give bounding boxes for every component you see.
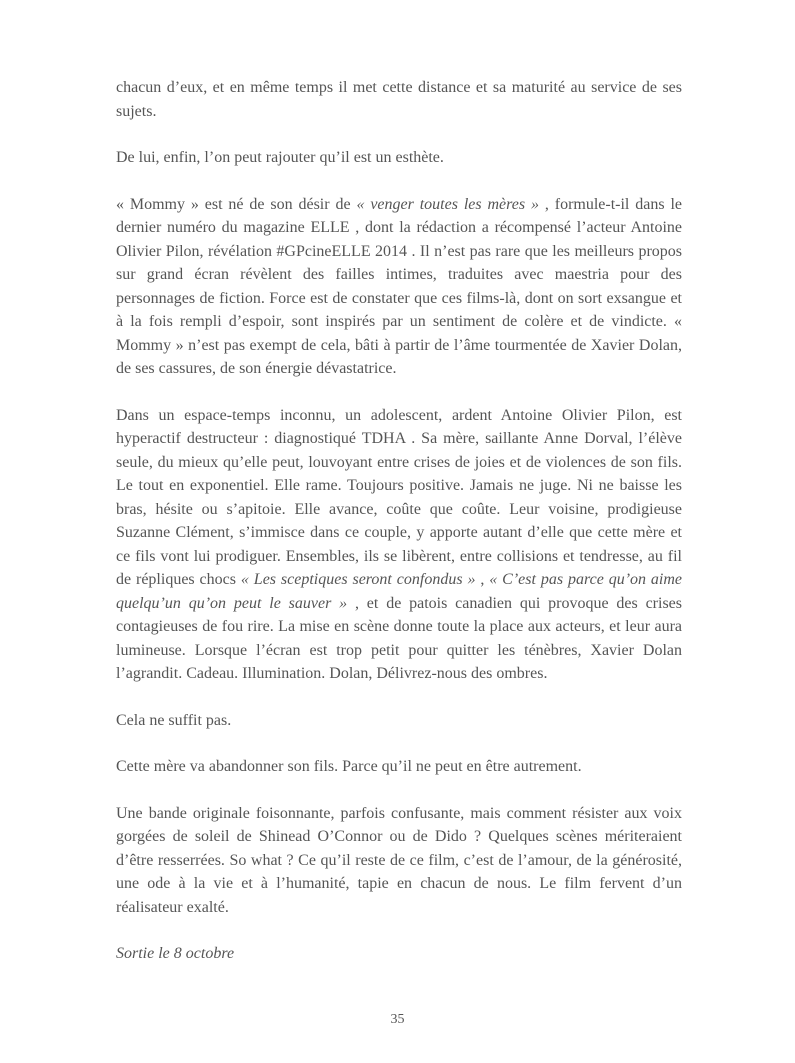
- paragraph-2: [116, 146, 682, 170]
- text-run-italic-quote: « Les sceptiques seront confondus »: [240, 571, 476, 588]
- text-run: Une bande originale foisonnante, parfois confusante, mais comment résister aux voix gorgées de soleil de Shinead O’Connor ou de Dido ? Quelques scènes mériteraient d’être resserrées. So what ? Ce qu’il reste de ce film, c’est de l’amour, de la générosité, une ode à la vie et à l’humanité, tapie en chacun de nous. Le film fervent d’un réalisateur exalté.: [116, 804, 682, 916]
- paragraph-3: [116, 193, 682, 381]
- text-run-italic-quote: « C’est pas parce qu’on aime quelqu’un qu’on peut le sauver »: [116, 571, 683, 612]
- text-run-italic: Sortie le 8 octobre: [116, 945, 235, 962]
- text-run: De lui, enfin, l’on peut rajouter qu’il est un esthète.: [116, 149, 444, 166]
- paragraph-5: [116, 709, 682, 733]
- text-run: ,: [475, 571, 490, 588]
- text-run: , et de patois canadien qui provoque des crises contagieuses de fou rire. La mise en scène donne toute la place aux acteurs, et leur aura lumineuse. Lorsque l’écran est trop petit pour quitter les ténèbres, Xavier Dolan l’agrandit. Cadeau. Illumination. Dolan, Délivrez-nous des ombres.: [116, 594, 683, 682]
- text-run: , formule-t-il dans le dernier numéro du magazine ELLE , dont la rédaction a récompensé l’acteur Antoine Olivier Pilon, révélation #GPcineELLE 2014 . Il n’est pas rare que les meilleurs propos sur grand écran révèlent des failles intimes, traduites avec maestria pour des personnages de fiction. Force est de constater que ces films-là, dont on sort exsangue et à la fois rempli d’espoir, sont inspirés par un sentiment de colère et de vindicte. « Mommy » n’est pas exempt de cela, bâti à partir de l’âme tourmentée de Xavier Dolan, de ses cassures, de son énergie dévastatrice.: [116, 195, 683, 377]
- article-body: [116, 76, 682, 989]
- text-run: Cette mère va abandonner son fils. Parce qu’il ne peut en être autrement.: [116, 758, 582, 775]
- text-run: « Mommy » est né de son désir de: [116, 195, 357, 213]
- paragraph-7: [116, 802, 682, 920]
- paragraph-6: [116, 755, 682, 779]
- paragraph-1: [116, 76, 682, 123]
- paragraph-release-date: [116, 942, 682, 966]
- text-run: chacun d’eux, et en même temps il met cette distance et sa maturité au service de ses sujets.: [116, 79, 682, 120]
- text-run: Dans un espace-temps inconnu, un adolescent, ardent Antoine Olivier Pilon, est hyperactif destructeur : diagnostiqué TDHA . Sa mère, saillante Anne Dorval, l’élève seule, du mieux qu’elle peut, louvoyant entre crises de joies et de violences de son fils. Le tout en exponentiel. Elle rame. Toujours positive. Jamais ne juge. Ni ne baisse les bras, hésite ou s’apitoie. Elle avance, coûte que coûte. Leur voisine, prodigieuse Suzanne Clément, s’immisce dans ce couple, y apporte autant d’elle que cette mère et ce fils vont lui prodiguer. Ensembles, ils se libèrent, entre collisions et tendresse, au fil de répliques chocs: [116, 406, 682, 588]
- paragraph-4: [116, 404, 682, 686]
- text-run-italic-quote: « venger toutes les mères »: [356, 195, 539, 213]
- page-number: 35: [390, 1012, 405, 1027]
- text-run: Cela ne suffit pas.: [116, 711, 232, 729]
